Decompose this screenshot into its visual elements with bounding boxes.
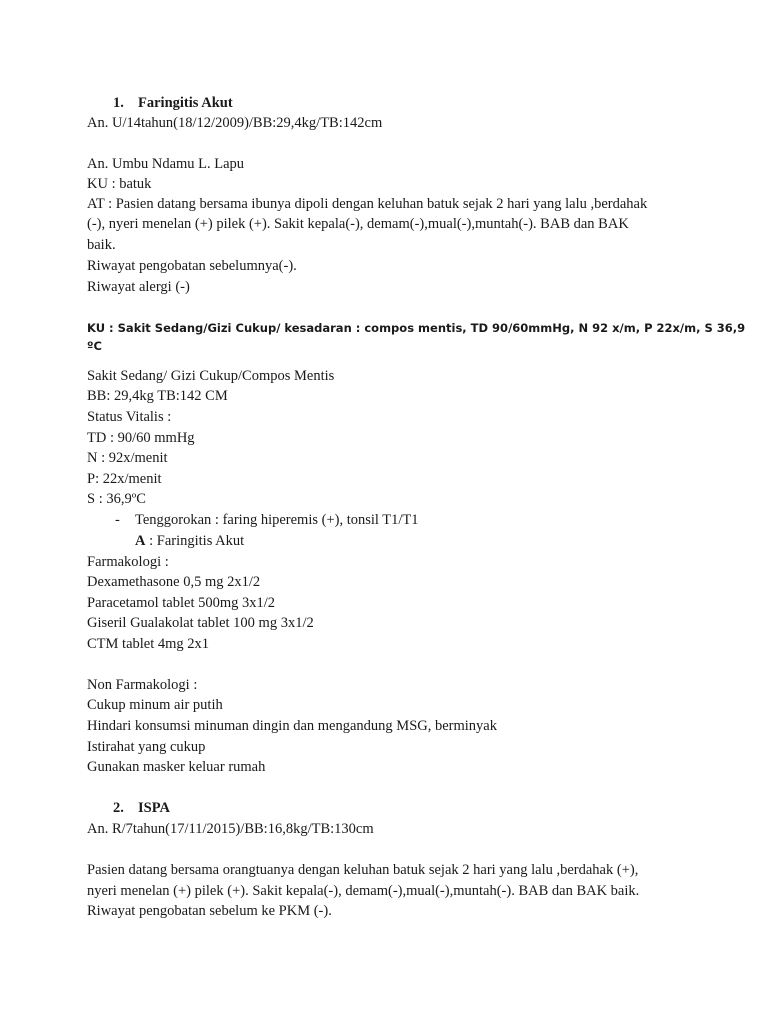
section1-ku-summary-line1: KU : Sakit Sedang/Gizi Cukup/ kesadaran : compos mentis, TD 90/60mmHg, N 92 x/m, P 22x/m, S 36,9 (87, 321, 746, 335)
section1-s: S : 36,9ºC (87, 491, 146, 507)
section1-riwayat-alergi: Riwayat alergi (-) (87, 279, 190, 295)
med-item: CTM tablet 4mg 2x1 (87, 636, 210, 652)
non-med-item: Cukup minum air putih (87, 697, 223, 713)
section1-patient-name: An. Umbu Ndamu L. Lapu (87, 156, 245, 172)
section1-n: N : 92x/menit (87, 450, 168, 466)
med-item: Dexamethasone 0,5 mg 2x1/2 (87, 574, 261, 590)
assessment-text: : Faringitis Akut (145, 533, 245, 549)
section1-p: P: 22x/menit (87, 471, 162, 487)
section1-assessment (135, 531, 244, 551)
section1-tenggorokan: Tenggorokan : faring hiperemis (+), tonsil T1/T1 (135, 512, 419, 528)
med-item: Giseril Gualakolat tablet 100 mg 3x1/2 (87, 615, 314, 631)
section1-title: Faringitis Akut (138, 95, 233, 111)
section2-para-line3: Riwayat pengobatan sebelum ke PKM (-). (87, 903, 332, 919)
section1-kondisi: Sakit Sedang/ Gizi Cukup/Compos Mentis (87, 368, 335, 384)
section2-para-line2: nyeri menelan (+) pilek (+). Sakit kepala(-), demam(-),mual(-),muntah(-). BAB dan BAK baik. (87, 883, 640, 899)
section1-number: 1. (113, 95, 124, 111)
section1-at-line1: AT : Pasien datang bersama ibunya dipoli dengan keluhan batuk sejak 2 hari yang lalu ,berdahak (87, 196, 648, 212)
section2-patient-id: An. R/7tahun(17/11/2015)/BB:16,8kg/TB:130cm (87, 821, 374, 837)
section1-ku-summary-line2: ºC (87, 339, 102, 353)
bullet-dash: - (115, 512, 120, 528)
section1-bb-tb: BB: 29,4kg TB:142 CM (87, 388, 228, 404)
non-med-item: Hindari konsumsi minuman dingin dan mengandung MSG, berminyak (87, 718, 497, 734)
section1-at-line2: (-), nyeri menelan (+) pilek (+). Sakit kepala(-), demam(-),mual(-),muntah(-). BAB dan BAK (87, 216, 629, 232)
section1-riwayat-pengobatan: Riwayat pengobatan sebelumnya(-). (87, 258, 297, 274)
med-item: Paracetamol tablet 500mg 3x1/2 (87, 595, 276, 611)
assessment-label: A (135, 533, 146, 549)
section1-patient-id: An. U/14tahun(18/12/2009)/BB:29,4kg/TB:142cm (87, 115, 383, 131)
section2-heading (113, 798, 170, 818)
section1-non-farmakologi-label: Non Farmakologi : (87, 677, 198, 693)
section1-td: TD : 90/60 mmHg (87, 430, 195, 446)
section1-ku: KU : batuk (87, 176, 152, 192)
section1-at-line3: baik. (87, 237, 116, 253)
section2-para-line1: Pasien datang bersama orangtuanya dengan keluhan batuk sejak 2 hari yang lalu ,berdahak (+), (87, 862, 639, 878)
section2-title: ISPA (138, 800, 170, 816)
section1-tenggorokan-item (115, 510, 419, 530)
section1-status-vitalis: Status Vitalis : (87, 409, 172, 425)
section1-farmakologi-label: Farmakologi : (87, 554, 169, 570)
non-med-item: Istirahat yang cukup (87, 739, 206, 755)
section2-number: 2. (113, 800, 124, 816)
section1-heading (113, 93, 233, 113)
non-med-item: Gunakan masker keluar rumah (87, 759, 266, 775)
